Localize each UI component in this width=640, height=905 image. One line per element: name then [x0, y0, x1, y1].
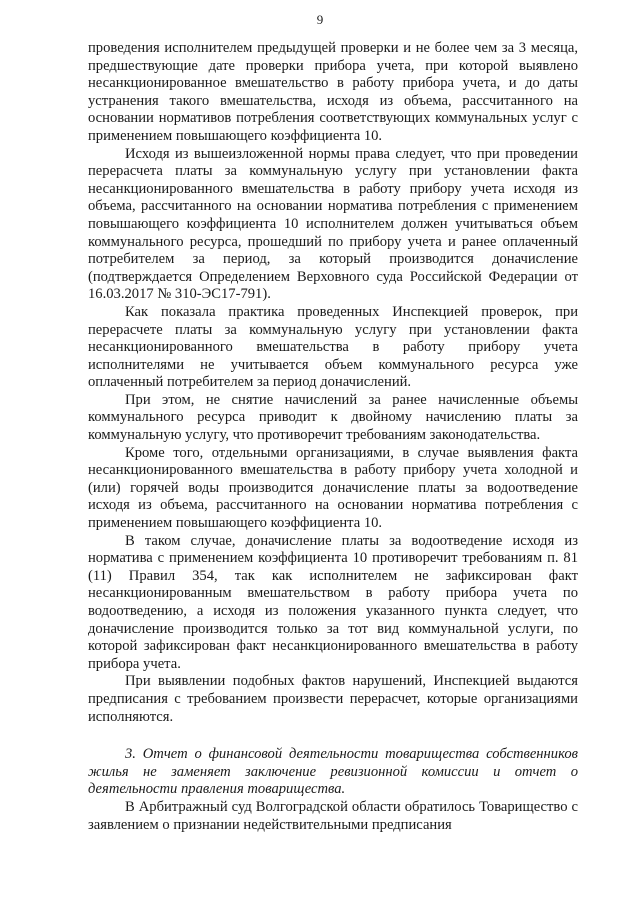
section-heading: 3. Отчет о финансовой деятельности товарищества собственников жилья не заменяет заключение ревизионной комиссии и отчет о деятельности правления товарищества.	[88, 746, 578, 798]
paragraph: Кроме того, отдельными организациями, в случае выявления факта несанкционированного вмешательства в работу прибору учета холодной и (или) горячей воды производится доначисление платы за водоотведение исходя из объема, рассчитанного на основании норматива потребления с применением повышающего коэффициента 10.	[88, 444, 578, 532]
paragraph: В Арбитражный суд Волгоградской области обратилось Товарищество с заявлением о признании недействительными предписания	[88, 798, 578, 833]
document-body	[88, 40, 578, 834]
paragraph: Исходя из вышеизложенной нормы права следует, что при проведении перерасчета платы за коммунальную услугу при установлении факта несанкционированного вмешательства в работу прибору учета исходя из объема, рассчитанного на основании норматива потребления с применением повышающего коэффициента 10 исполнителем должен учитываться объем коммунального ресурса, прошедший по прибору учета и ранее оплаченный потребителем за период, за который производится доначисление (подтверждается Определением Верховного суда Российской Федерации от 16.03.2017 № 310-ЭС17-791).	[88, 145, 578, 303]
paragraph-continuation: проведения исполнителем предыдущей проверки и не более чем за 3 месяца, предшествующие дате проверки прибора учета, при которой выявлено несанкционированное вмешательство в работу прибора учета, и до даты устранения такого вмешательства, исходя из объема, рассчитанного на основании нормативов потребления соответствующих коммунальных услуг с применением повышающего коэффициента 10.	[88, 40, 578, 144]
paragraph: При этом, не снятие начислений за ранее начисленные объемы коммунального ресурса приводит к двойному начислению платы за коммунальную услугу, что противоречит требованиям законодательства.	[88, 391, 578, 444]
paragraph: При выявлении подобных фактов нарушений, Инспекцией выдаются предписания с требованием произвести перерасчет, которые организациями исполняются.	[88, 673, 578, 725]
paragraph: Как показала практика проведенных Инспекцией проверок, при перерасчете платы за коммунальную услугу при установлении факта несанкционированного вмешательства в работу прибору учета исполнителями не учитывается объем коммунального ресурса уже оплаченный потребителем за период доначислений.	[88, 303, 578, 391]
paragraph: В таком случае, доначисление платы за водоотведение исходя из норматива с применением коэффициента 10 противоречит требованиям п. 81 (11) Правил 354, так как исполнителем не зафиксирован факт несанкционированным вмешательством в работу прибора учета по водоотведению, а исходя из положения указанного пункта следует, что доначисление производится только за тот вид коммунальной услуги, по которой зафиксирован факт несанкционированного вмешательства в работу прибора учета.	[88, 532, 578, 672]
page-number: 9	[316, 12, 324, 27]
